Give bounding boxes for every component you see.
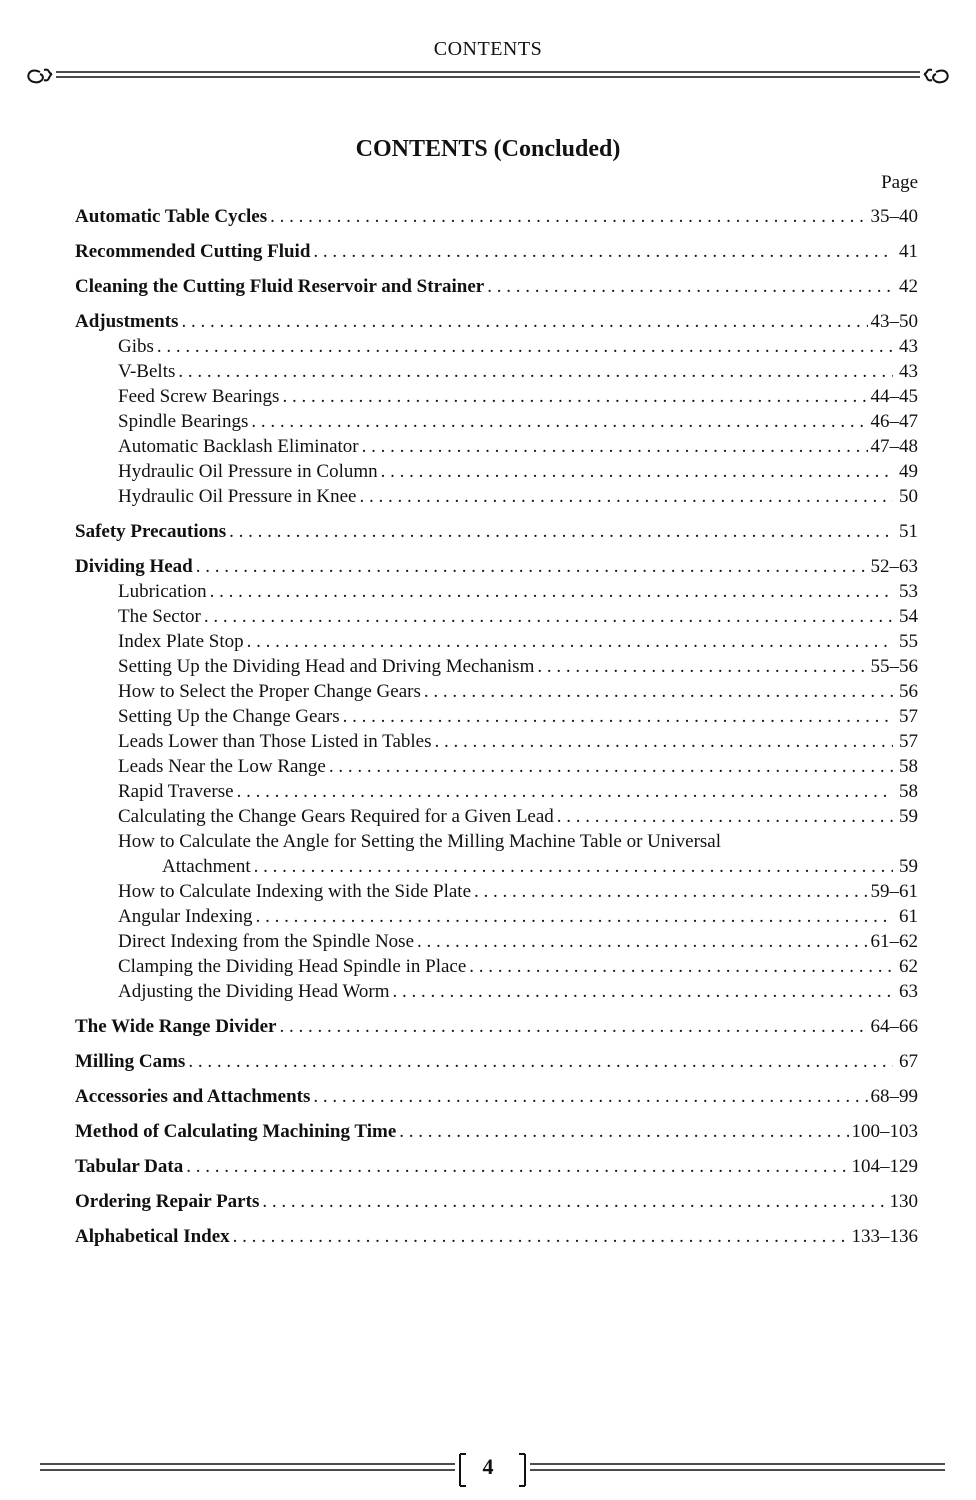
toc-entry-page: 58 [899,781,918,802]
toc-entry [75,519,918,544]
toc-entry-title: Adjusting the Dividing Head Worm [118,981,390,1002]
dot-leader [362,434,868,459]
toc-entry [75,384,918,409]
dot-leader [181,309,867,334]
toc-entry-page: 57 [899,731,918,752]
toc-entry-title: Leads Lower than Those Listed in Tables [118,731,432,752]
toc-entry-page: 57 [899,706,918,727]
toc-entry-page: 52–63 [870,556,918,577]
table-of-contents [75,204,918,1249]
dot-leader [247,629,893,654]
toc-entry-page: 58 [899,756,918,777]
toc-entry-title: Method of Calculating Machining Time [75,1121,397,1142]
toc-entry-title: Cleaning the Cutting Fluid Reservoir and Strainer [75,276,485,297]
toc-entry-page: 43–50 [870,311,918,332]
dot-leader [469,954,893,979]
toc-entry [75,779,918,804]
dot-leader [282,384,867,409]
toc-entry-page: 56 [899,681,918,702]
dot-leader [157,334,893,359]
toc-entry-page: 67 [899,1051,918,1072]
toc-entry-page: 59 [899,806,918,827]
toc-entry-title: The Wide Range Divider [75,1016,277,1037]
toc-entry [75,1189,918,1214]
toc-entry [75,704,918,729]
dot-leader [343,704,893,729]
dot-leader [270,204,867,229]
left-flourish-icon [28,70,52,83]
toc-entry-title: Hydraulic Oil Pressure in Column [118,461,378,482]
toc-entry-page: 35–40 [870,206,918,227]
dot-leader [262,1189,886,1214]
toc-entry-page: 133–136 [851,1226,918,1247]
toc-entry-page: 41 [899,241,918,262]
toc-entry-title: The Sector [118,606,201,627]
dot-leader [233,1224,849,1249]
toc-entry-title: Ordering Repair Parts [75,1191,260,1212]
dot-leader [360,484,894,509]
toc-entry-page: 55–56 [870,656,918,677]
toc-entry-page: 59 [899,856,918,877]
toc-entry [75,604,918,629]
toc-entry [75,309,918,334]
toc-entry-page: 62 [899,956,918,977]
dot-leader [186,1154,848,1179]
dot-leader [196,554,868,579]
toc-entry-title: Angular Indexing [118,906,253,927]
dot-leader [424,679,893,704]
toc-entry-title: Leads Near the Low Range [118,756,326,777]
toc-entry-page: 51 [899,521,918,542]
toc-entry-title: How to Calculate the Angle for Setting the Milling Machine Table or Universal [118,831,722,852]
toc-entry-title-continued: Attachment [162,856,251,877]
toc-entry-page: 55 [899,631,918,652]
toc-entry [75,334,918,359]
toc-entry [75,554,918,579]
toc-entry-title: Adjustments [75,311,179,332]
toc-entry-title: Dividing Head [75,556,193,577]
dot-leader [254,854,893,879]
toc-entry-title: Lubrication [118,581,207,602]
ornamental-header-rule [22,58,954,98]
toc-entry-title: Gibs [118,336,154,357]
toc-entry [75,754,918,779]
toc-entry-title: Setting Up the Change Gears [118,706,340,727]
toc-entry [75,729,918,754]
toc-entry-title: Automatic Table Cycles [75,206,268,227]
dot-leader [178,359,893,384]
page-number: 4 [482,1454,494,1479]
toc-entry [75,829,918,879]
dot-leader [399,1119,848,1144]
dot-leader [537,654,867,679]
toc-entry-page: 47–48 [870,436,918,457]
toc-entry-page: 61 [899,906,918,927]
dot-leader [188,1049,893,1074]
toc-entry [75,1119,918,1144]
toc-entry-title: How to Select the Proper Change Gears [118,681,421,702]
toc-entry-title: How to Calculate Indexing with the Side Plate [118,881,472,902]
toc-entry-title: Safety Precautions [75,521,227,542]
toc-entry [75,359,918,384]
toc-entry [75,204,918,229]
toc-entry-page: 63 [899,981,918,1002]
toc-entry [75,979,918,1004]
page-title: CONTENTS (Concluded) [355,136,621,162]
toc-entry-page: 42 [899,276,918,297]
toc-entry [75,1154,918,1179]
toc-entry [75,929,918,954]
toc-entry-page: 61–62 [870,931,918,952]
toc-entry [75,239,918,264]
right-flourish-icon [924,70,948,83]
toc-entry-title: Index Plate Stop [118,631,244,652]
toc-entry-page: 104–129 [851,1156,918,1177]
toc-entry [75,484,918,509]
toc-entry-page: 68–99 [870,1086,918,1107]
toc-entry-page: 50 [899,486,918,507]
toc-entry [75,904,918,929]
dot-leader [392,979,893,1004]
toc-entry-title: V-Belts [118,361,176,382]
dot-leader [487,274,893,299]
toc-entry-page: 53 [899,581,918,602]
toc-entry-title: Hydraulic Oil Pressure in Knee [118,486,357,507]
toc-entry-title: Setting Up the Dividing Head and Driving Mechanism [118,656,535,677]
dot-leader [237,779,893,804]
toc-entry-title: Alphabetical Index [75,1226,230,1247]
toc-entry [75,654,918,679]
toc-entry [75,409,918,434]
toc-entry-page: 43 [899,361,918,382]
toc-entry-title: Direct Indexing from the Spindle Nose [118,931,415,952]
toc-entry-title: Clamping the Dividing Head Spindle in Place [118,956,467,977]
dot-leader [313,239,893,264]
toc-entry-page: 64–66 [870,1016,918,1037]
toc-entry-page: 59–61 [870,881,918,902]
dot-leader [229,519,893,544]
page-column-label: Page [881,172,918,193]
dot-leader [381,459,893,484]
toc-entry [75,629,918,654]
toc-entry [75,459,918,484]
toc-entry-title: Spindle Bearings [118,411,249,432]
toc-entry [75,274,918,299]
toc-entry-page: 130 [889,1191,918,1212]
toc-entry-page: 44–45 [870,386,918,407]
dot-leader [435,729,894,754]
running-head: CONTENTS [433,38,543,60]
dot-leader [204,604,893,629]
toc-entry-title: Milling Cams [75,1051,186,1072]
toc-entry [75,1014,918,1039]
toc-entry-title: Feed Screw Bearings [118,386,280,407]
toc-entry [75,579,918,604]
dot-leader [329,754,893,779]
toc-entry-page: 46–47 [870,411,918,432]
toc-entry-title: Tabular Data [75,1156,184,1177]
dot-leader [210,579,893,604]
toc-entry-page: 54 [899,606,918,627]
dot-leader [256,904,893,929]
toc-entry-page: 100–103 [851,1121,918,1142]
toc-entry [75,1224,918,1249]
dot-leader [417,929,867,954]
dot-leader [557,804,893,829]
toc-entry [75,1084,918,1109]
dot-leader [474,879,867,904]
toc-entry [75,879,918,904]
dot-leader [313,1084,867,1109]
toc-entry-title: Accessories and Attachments [75,1086,311,1107]
toc-entry-title: Recommended Cutting Fluid [75,241,311,262]
toc-entry-page: 43 [899,336,918,357]
dot-leader [279,1014,867,1039]
toc-entry [75,679,918,704]
toc-entry-title: Calculating the Change Gears Required for a Given Lead [118,806,554,827]
toc-entry-title: Rapid Traverse [118,781,234,802]
toc-entry [75,954,918,979]
toc-entry-page: 49 [899,461,918,482]
toc-entry-title: Automatic Backlash Eliminator [118,436,359,457]
toc-entry [75,434,918,459]
toc-entry [75,1049,918,1074]
toc-entry [75,804,918,829]
dot-leader [251,409,867,434]
